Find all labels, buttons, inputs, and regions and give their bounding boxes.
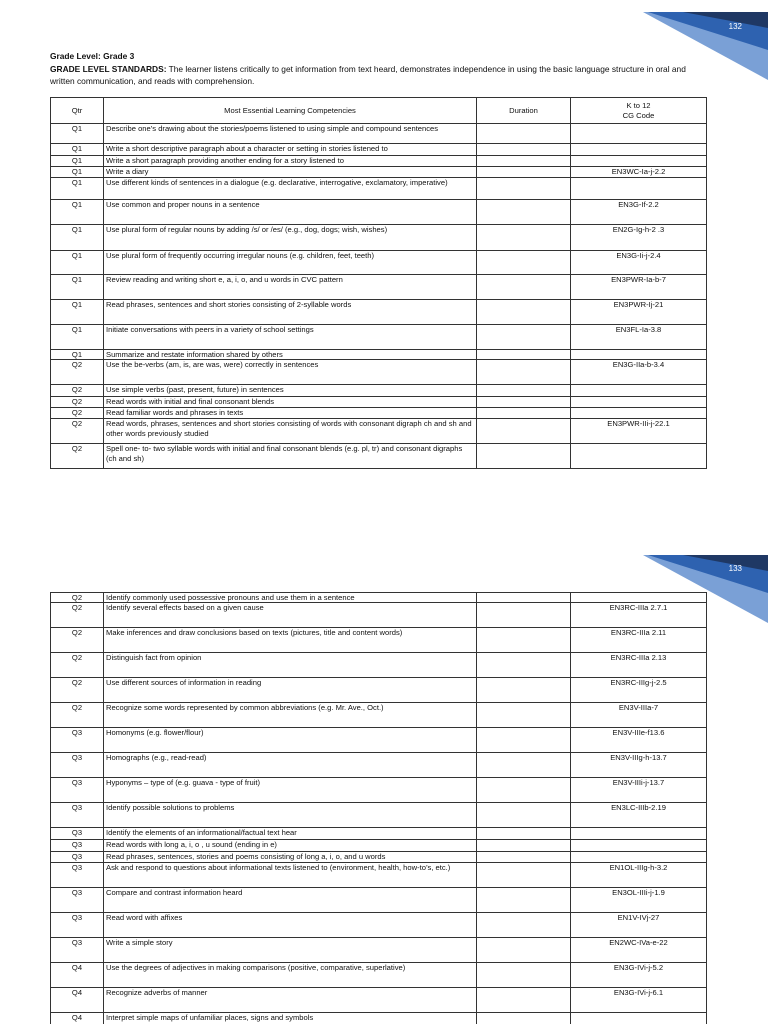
- duration-cell: [477, 251, 571, 275]
- cg-code-cell: [571, 828, 707, 840]
- duration-cell: [477, 778, 571, 803]
- table-row: [51, 863, 707, 888]
- cg-code-cell: [571, 1013, 707, 1024]
- page-number: 132: [728, 22, 742, 31]
- quarter-cell: Q2: [51, 408, 104, 419]
- table-row: [51, 350, 707, 360]
- quarter-cell: Q2: [51, 678, 104, 703]
- cg-code-cell: EN3G-If-2.2: [571, 200, 707, 225]
- cg-code-cell: EN3G-Ii-j-2.4: [571, 251, 707, 275]
- table-row: [51, 360, 707, 385]
- competency-cell: Review reading and writing short e, a, i, o, and u words in CVC pattern: [104, 275, 477, 300]
- duration-cell: [477, 988, 571, 1013]
- cg-code-cell: EN3V-IIIi-j-13.7: [571, 778, 707, 803]
- cg-code-cell: EN3G-IVi-j-5.2: [571, 963, 707, 988]
- competency-cell: Identify possible solutions to problems: [104, 803, 477, 828]
- quarter-cell: Q1: [51, 225, 104, 251]
- quarter-cell: Q1: [51, 300, 104, 325]
- competency-cell: Use the degrees of adjectives in making comparisons (positive, comparative, superlative): [104, 963, 477, 988]
- table-row: [51, 1013, 707, 1024]
- duration-cell: [477, 603, 571, 628]
- table-row: [51, 325, 707, 350]
- header-competencies: Most Essential Learning Competencies: [104, 98, 477, 124]
- duration-cell: [477, 325, 571, 350]
- quarter-cell: Q4: [51, 1013, 104, 1024]
- quarter-cell: Q2: [51, 593, 104, 603]
- duration-cell: [477, 225, 571, 251]
- cg-code-cell: EN3V-IIIg-h-13.7: [571, 753, 707, 778]
- duration-cell: [477, 938, 571, 963]
- competencies-table: [50, 97, 707, 469]
- table-row: [51, 156, 707, 167]
- header-qtr: Qtr: [51, 98, 104, 124]
- table-row: [51, 938, 707, 963]
- table-row: [51, 385, 707, 397]
- document-header: [50, 50, 710, 88]
- quarter-cell: Q1: [51, 325, 104, 350]
- competency-cell: Read phrases, sentences and short stories consisting of 2-syllable words: [104, 300, 477, 325]
- duration-cell: [477, 408, 571, 419]
- competency-cell: Make inferences and draw conclusions based on texts (pictures, title and content words): [104, 628, 477, 653]
- duration-cell: [477, 419, 571, 444]
- quarter-cell: Q2: [51, 628, 104, 653]
- header-cg-code-line2: CG Code: [622, 110, 655, 120]
- cg-code-cell: EN3G-IVi-j-6.1: [571, 988, 707, 1013]
- cg-code-cell: [571, 178, 707, 200]
- cg-code-cell: EN3PWR-Ia-b-7: [571, 275, 707, 300]
- competency-cell: Use different sources of information in reading: [104, 678, 477, 703]
- competency-cell: Write a simple story: [104, 938, 477, 963]
- competency-cell: Use the be-verbs (am, is, are was, were) correctly in sentences: [104, 360, 477, 385]
- duration-cell: [477, 963, 571, 988]
- competency-cell: Use common and proper nouns in a sentence: [104, 200, 477, 225]
- duration-cell: [477, 200, 571, 225]
- cg-code-cell: EN2G-Ig-h-2 .3: [571, 225, 707, 251]
- duration-cell: [477, 728, 571, 753]
- duration-cell: [477, 350, 571, 360]
- table-row: [51, 988, 707, 1013]
- duration-cell: [477, 167, 571, 178]
- competency-cell: Describe one’s drawing about the stories/poems listened to using simple and compound sentences: [104, 124, 477, 144]
- table-row: [51, 300, 707, 325]
- header-cg-code: [571, 98, 707, 124]
- cg-code-cell: EN3PWR-IIi-j-22.1: [571, 419, 707, 444]
- quarter-cell: Q3: [51, 803, 104, 828]
- cg-code-cell: EN1V-IVj-27: [571, 913, 707, 938]
- table-row: [51, 225, 707, 251]
- cg-code-cell: EN3V-IIIe-f13.6: [571, 728, 707, 753]
- cg-code-cell: EN3OL-IIIi-j-1.9: [571, 888, 707, 913]
- table-row: [51, 200, 707, 225]
- quarter-cell: Q2: [51, 397, 104, 408]
- table-row: [51, 913, 707, 938]
- competency-cell: Read familiar words and phrases in texts: [104, 408, 477, 419]
- cg-code-cell: EN3G-IIa-b-3.4: [571, 360, 707, 385]
- competency-cell: Distinguish fact from opinion: [104, 653, 477, 678]
- duration-cell: [477, 913, 571, 938]
- quarter-cell: Q3: [51, 863, 104, 888]
- competency-cell: Summarize and restate information shared by others: [104, 350, 477, 360]
- competency-cell: Write a short descriptive paragraph about a character or setting in stories listened to: [104, 144, 477, 156]
- cg-code-cell: [571, 408, 707, 419]
- duration-cell: [477, 156, 571, 167]
- table-row: [51, 167, 707, 178]
- competency-cell: Use plural form of regular nouns by adding /s/ or /es/ (e.g., dog, dogs; wish, wishes): [104, 225, 477, 251]
- cg-code-cell: [571, 144, 707, 156]
- page-133: [0, 555, 768, 1024]
- table-row: [51, 408, 707, 419]
- duration-cell: [477, 753, 571, 778]
- page-number: 133: [728, 564, 742, 573]
- table-row: [51, 840, 707, 852]
- table-row: [51, 275, 707, 300]
- cg-code-cell: EN3RC-IIIa 2.11: [571, 628, 707, 653]
- table-row: [51, 778, 707, 803]
- header-duration: Duration: [477, 98, 571, 124]
- competency-cell: Homonyms (e.g. flower/flour): [104, 728, 477, 753]
- quarter-cell: Q4: [51, 988, 104, 1013]
- duration-cell: [477, 840, 571, 852]
- duration-cell: [477, 1013, 571, 1024]
- table-header-row: [51, 98, 707, 124]
- quarter-cell: Q1: [51, 275, 104, 300]
- duration-cell: [477, 444, 571, 469]
- duration-cell: [477, 863, 571, 888]
- table-row: [51, 653, 707, 678]
- quarter-cell: Q3: [51, 840, 104, 852]
- table-row: [51, 628, 707, 653]
- standards-text: The learner listens critically to get information from text heard, demonstrates independence in using the basic language structure in oral and written communication, and reads with comprehension.: [50, 63, 686, 86]
- cg-code-cell: [571, 385, 707, 397]
- competency-cell: Interpret simple maps of unfamiliar places, signs and symbols: [104, 1013, 477, 1024]
- competency-cell: Read words with long a, i, o , u sound (ending in e): [104, 840, 477, 852]
- competency-cell: Initiate conversations with peers in a variety of school settings: [104, 325, 477, 350]
- cg-code-cell: [571, 840, 707, 852]
- quarter-cell: Q1: [51, 167, 104, 178]
- cg-code-cell: EN3RC-IIIa 2.7.1: [571, 603, 707, 628]
- competency-cell: Identify the elements of an informational/factual text hear: [104, 828, 477, 840]
- table-row: [51, 963, 707, 988]
- competency-cell: Recognize some words represented by common abbreviations (e.g. Mr. Ave., Oct.): [104, 703, 477, 728]
- quarter-cell: Q2: [51, 444, 104, 469]
- duration-cell: [477, 888, 571, 913]
- cg-code-cell: [571, 397, 707, 408]
- quarter-cell: Q1: [51, 156, 104, 167]
- competency-cell: Identify several effects based on a given cause: [104, 603, 477, 628]
- quarter-cell: Q1: [51, 200, 104, 225]
- quarter-cell: Q1: [51, 178, 104, 200]
- quarter-cell: Q3: [51, 888, 104, 913]
- table-row: [51, 397, 707, 408]
- cg-code-cell: [571, 852, 707, 863]
- quarter-cell: Q3: [51, 828, 104, 840]
- cg-code-cell: EN3V-IIIa-7: [571, 703, 707, 728]
- cg-code-cell: [571, 124, 707, 144]
- cg-code-cell: [571, 156, 707, 167]
- competency-cell: Homographs (e.g., read-read): [104, 753, 477, 778]
- competency-cell: Read word with affixes: [104, 913, 477, 938]
- table-row: [51, 603, 707, 628]
- grade-level-standards: [50, 63, 710, 88]
- quarter-cell: Q1: [51, 124, 104, 144]
- cg-code-cell: EN3WC-Ia-j-2.2: [571, 167, 707, 178]
- duration-cell: [477, 300, 571, 325]
- quarter-cell: Q4: [51, 963, 104, 988]
- table-row: [51, 753, 707, 778]
- table-row: [51, 593, 707, 603]
- competency-cell: Identify commonly used possessive pronouns and use them in a sentence: [104, 593, 477, 603]
- duration-cell: [477, 385, 571, 397]
- quarter-cell: Q3: [51, 938, 104, 963]
- duration-cell: [477, 593, 571, 603]
- competency-cell: Read words, phrases, sentences and short stories consisting of words with consonant digraph ch and sh and other words previously studied: [104, 419, 477, 444]
- competency-cell: Hyponyms – type of (e.g. guava - type of fruit): [104, 778, 477, 803]
- quarter-cell: Q2: [51, 653, 104, 678]
- quarter-cell: Q2: [51, 703, 104, 728]
- quarter-cell: Q2: [51, 360, 104, 385]
- duration-cell: [477, 653, 571, 678]
- table-row: [51, 419, 707, 444]
- quarter-cell: Q2: [51, 419, 104, 444]
- table-row: [51, 124, 707, 144]
- cg-code-cell: EN1OL-IIIg-h-3.2: [571, 863, 707, 888]
- competency-cell: Write a diary: [104, 167, 477, 178]
- competency-cell: Compare and contrast information heard: [104, 888, 477, 913]
- quarter-cell: Q2: [51, 385, 104, 397]
- quarter-cell: Q3: [51, 728, 104, 753]
- cg-code-cell: EN3FL-Ia-3.8: [571, 325, 707, 350]
- cg-code-cell: EN3RC-IIIg-j-2.5: [571, 678, 707, 703]
- quarter-cell: Q3: [51, 852, 104, 863]
- competency-cell: Ask and respond to questions about informational texts listened to (environment, health, how-to’s, etc.): [104, 863, 477, 888]
- standards-label: GRADE LEVEL STANDARDS:: [50, 63, 167, 74]
- duration-cell: [477, 397, 571, 408]
- table-row: [51, 852, 707, 863]
- cg-code-cell: EN2WC-IVa-e-22: [571, 938, 707, 963]
- table-row: [51, 703, 707, 728]
- duration-cell: [477, 803, 571, 828]
- competency-cell: Read words with initial and final consonant blends: [104, 397, 477, 408]
- table-row: [51, 803, 707, 828]
- competency-cell: Recognize adverbs of manner: [104, 988, 477, 1013]
- header-cg-code-line1: K to 12: [626, 101, 651, 111]
- quarter-cell: Q3: [51, 913, 104, 938]
- duration-cell: [477, 703, 571, 728]
- table-row: [51, 178, 707, 200]
- duration-cell: [477, 144, 571, 156]
- quarter-cell: Q1: [51, 350, 104, 360]
- cg-code-cell: EN3LC-IIIb-2.19: [571, 803, 707, 828]
- quarter-cell: Q1: [51, 144, 104, 156]
- competency-cell: Use plural form of frequently occurring irregular nouns (e.g. children, feet, teeth): [104, 251, 477, 275]
- competency-cell: Read phrases, sentences, stories and poems consisting of long a, i, o, and u words: [104, 852, 477, 863]
- grade-level: Grade Level: Grade 3: [50, 51, 135, 61]
- table-row: [51, 828, 707, 840]
- table-row: [51, 728, 707, 753]
- competency-cell: Spell one- to- two syllable words with initial and final consonant blends (e.g. pl, tr) and consonant digraphs (ch and sh): [104, 444, 477, 469]
- competency-cell: Write a short paragraph providing another ending for a story listened to: [104, 156, 477, 167]
- quarter-cell: Q3: [51, 778, 104, 803]
- cg-code-cell: [571, 444, 707, 469]
- competencies-table-continued: [50, 592, 707, 1024]
- duration-cell: [477, 275, 571, 300]
- cg-code-cell: [571, 593, 707, 603]
- quarter-cell: Q1: [51, 251, 104, 275]
- duration-cell: [477, 628, 571, 653]
- quarter-cell: Q3: [51, 753, 104, 778]
- quarter-cell: Q2: [51, 603, 104, 628]
- table-row: [51, 144, 707, 156]
- table-row: [51, 444, 707, 469]
- duration-cell: [477, 178, 571, 200]
- table-row: [51, 888, 707, 913]
- duration-cell: [477, 828, 571, 840]
- duration-cell: [477, 124, 571, 144]
- duration-cell: [477, 360, 571, 385]
- cg-code-cell: EN3RC-IIIa 2.13: [571, 653, 707, 678]
- table-row: [51, 251, 707, 275]
- competency-cell: Use simple verbs (past, present, future) in sentences: [104, 385, 477, 397]
- cg-code-cell: EN3PWR-Ij-21: [571, 300, 707, 325]
- duration-cell: [477, 678, 571, 703]
- cg-code-cell: [571, 350, 707, 360]
- competency-cell: Use different kinds of sentences in a dialogue (e.g. declarative, interrogative, exclamatory, imperative): [104, 178, 477, 200]
- duration-cell: [477, 852, 571, 863]
- table-row: [51, 678, 707, 703]
